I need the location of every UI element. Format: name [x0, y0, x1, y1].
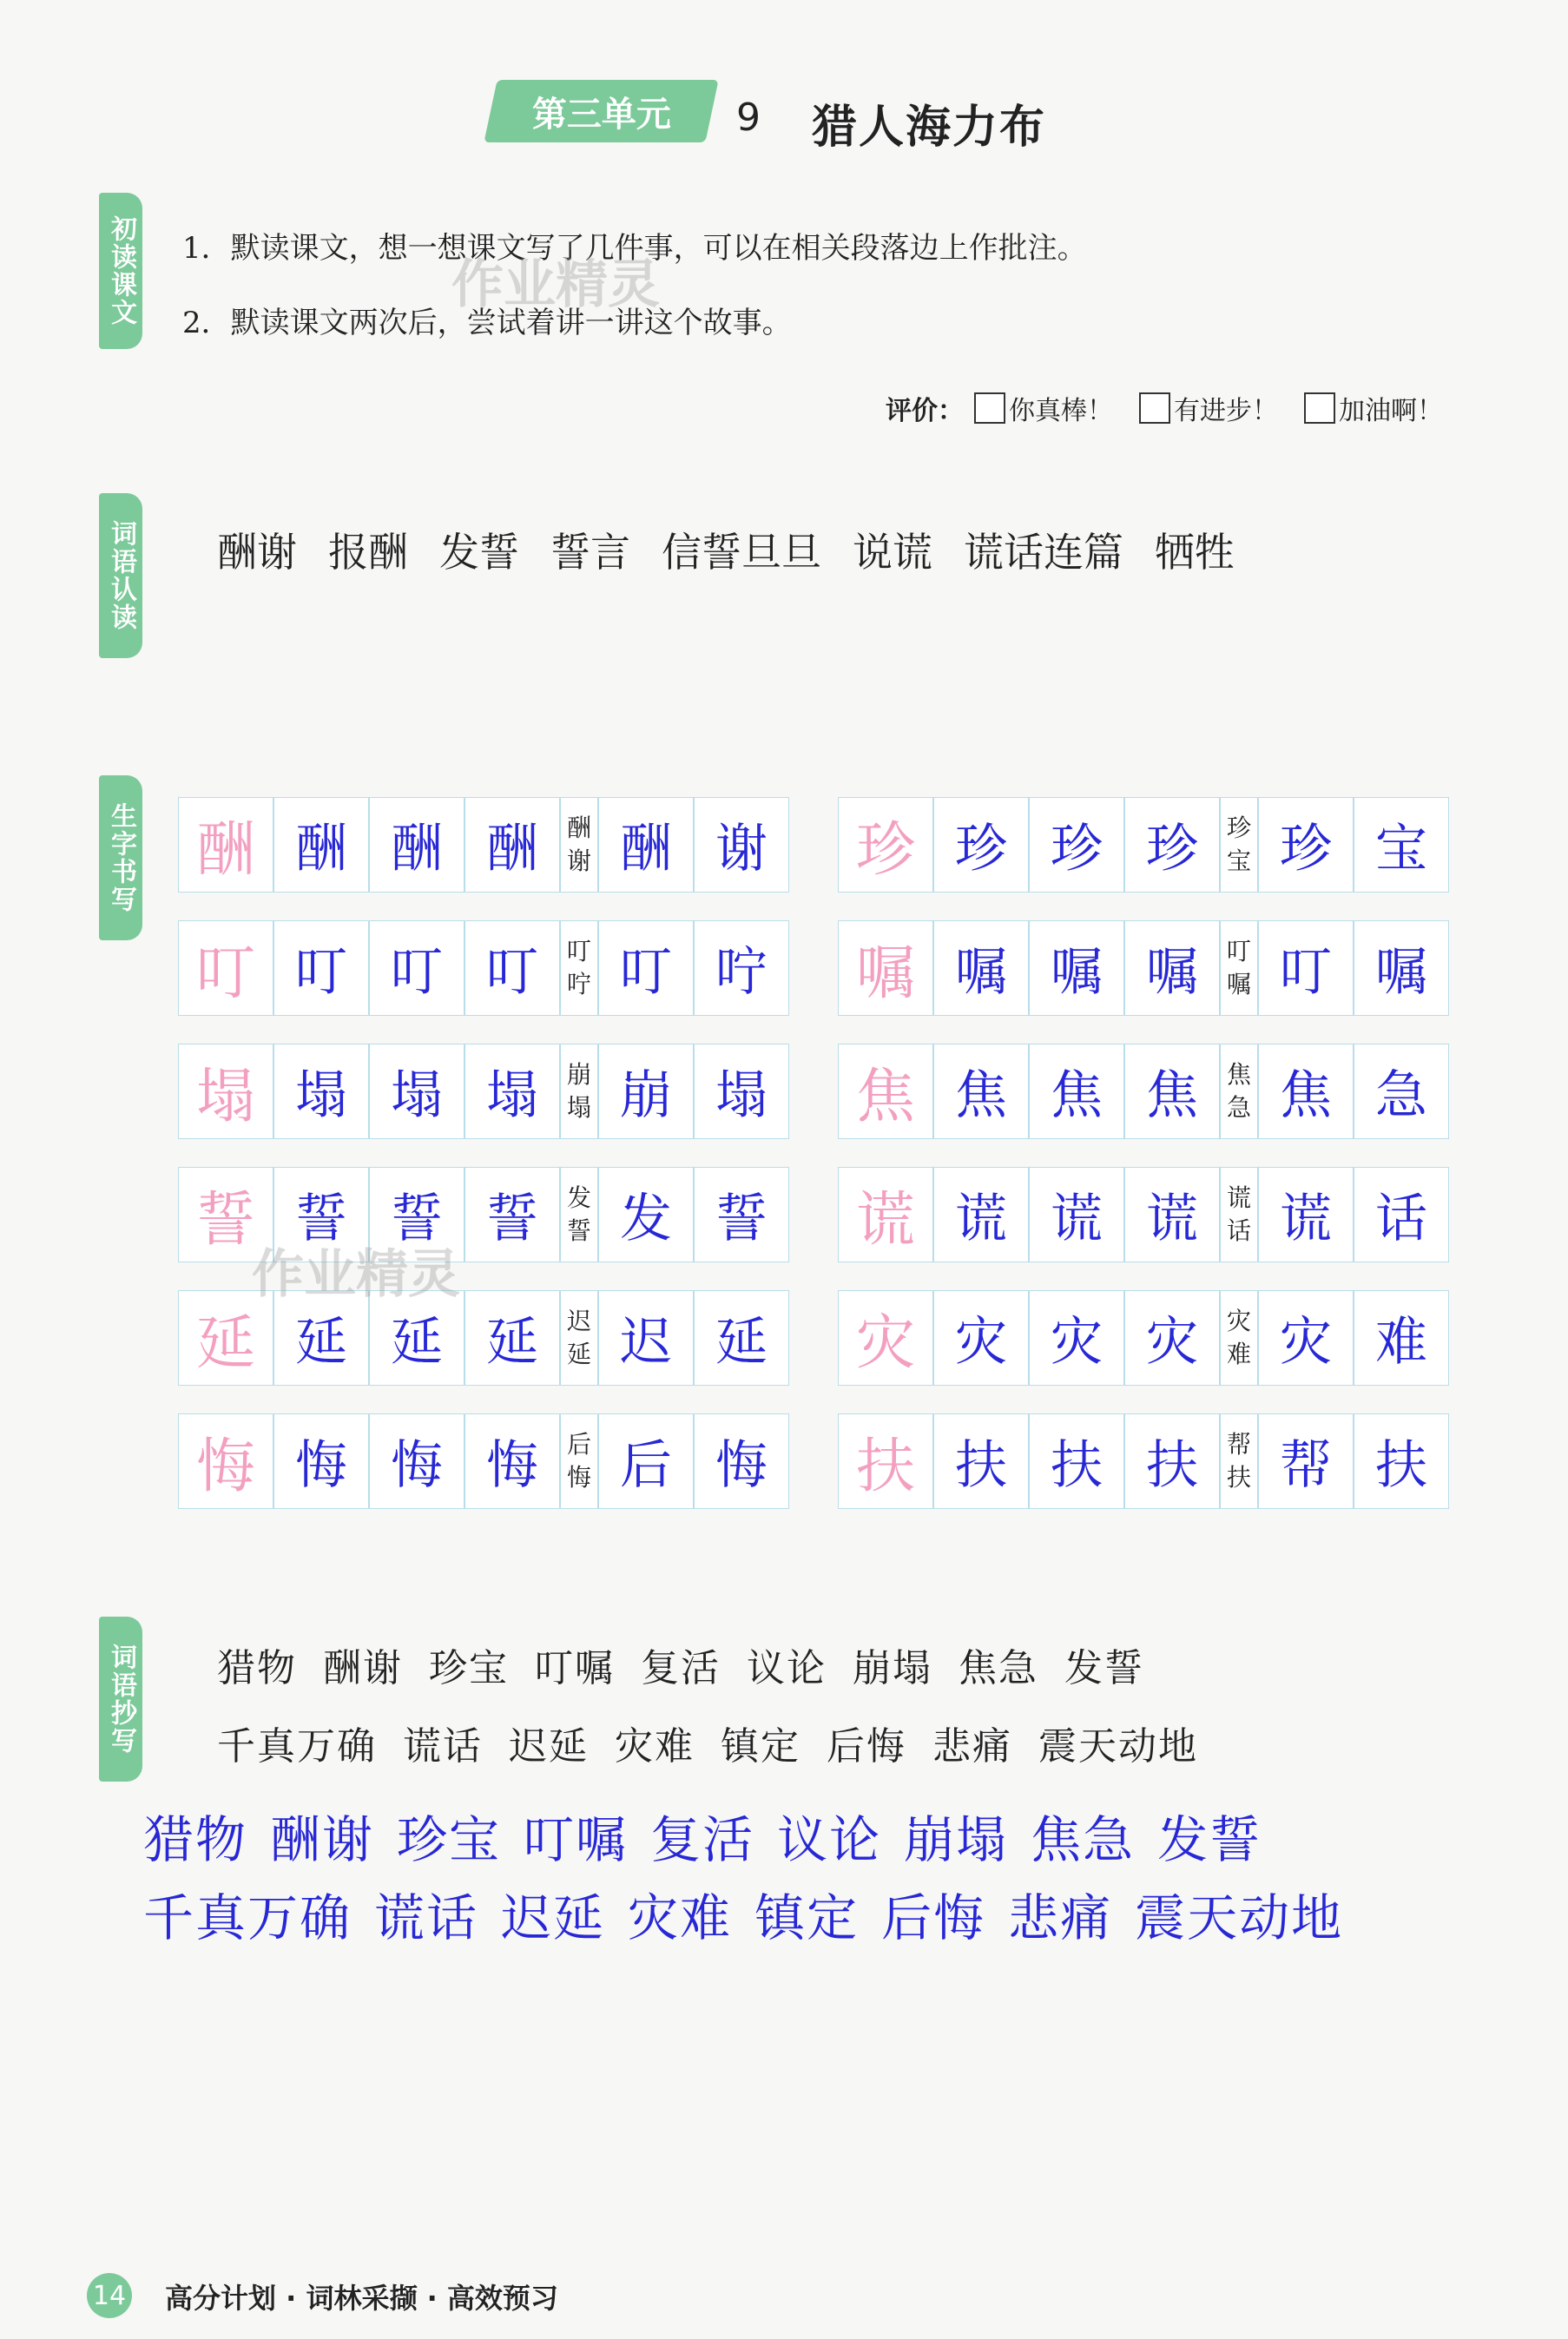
- word-hint: [560, 920, 598, 1016]
- rating: [886, 389, 1469, 427]
- model-char-cell: [838, 1167, 933, 1262]
- model-char-cell: [178, 1044, 273, 1139]
- char-row: [838, 1413, 1449, 1509]
- word-hint: [560, 1044, 598, 1139]
- practice-char: 迟: [620, 1312, 672, 1373]
- practice-char: 珍: [1051, 819, 1103, 880]
- char-row: [178, 797, 789, 893]
- practice-cell: [694, 797, 789, 893]
- practice-cell: [598, 1044, 694, 1139]
- word-hint-char: 发: [566, 1183, 591, 1212]
- handwritten-word: 后悔: [881, 1888, 986, 1947]
- rating-label: 评价：: [886, 396, 964, 426]
- word-hint-char: 叮: [566, 937, 591, 965]
- copy-ref-word: 珍宝: [429, 1646, 509, 1690]
- handwritten-word: 灾难: [628, 1888, 733, 1947]
- vocab-word: 报酬: [328, 529, 408, 576]
- vocab-word: 誓言: [550, 529, 630, 576]
- practice-char: 崩: [620, 1065, 672, 1126]
- practice-cell: [598, 920, 694, 1016]
- practice-cell: [1124, 797, 1220, 893]
- practice-cell: [1354, 1290, 1449, 1386]
- practice-cell: [1029, 920, 1124, 1016]
- practice-cell: [1354, 797, 1449, 893]
- copy-ref-word: 迟延: [509, 1724, 589, 1769]
- model-char-cell: [178, 1413, 273, 1509]
- practice-cell: [1029, 797, 1124, 893]
- practice-cell: [1258, 797, 1354, 893]
- practice-char: 急: [1375, 1065, 1427, 1126]
- word-hint-char: 塌: [566, 1093, 591, 1122]
- practice-cell: [1029, 1044, 1124, 1139]
- word-hint-char: 帮: [1226, 1430, 1251, 1459]
- practice-cell: [1124, 1290, 1220, 1386]
- practice-char: 叮: [620, 942, 672, 1003]
- practice-char: 嘱: [1146, 942, 1198, 1003]
- section-tab-copy: 词语抄写: [99, 1617, 142, 1782]
- practice-char: 谢: [715, 819, 768, 880]
- copy-ref-word: 猎物: [217, 1646, 297, 1690]
- handwritten-word: 焦急: [1031, 1810, 1136, 1869]
- practice-char: 珍: [1280, 819, 1332, 880]
- char-row: [838, 1167, 1449, 1262]
- watermark: 作业精灵: [451, 254, 660, 315]
- practice-cell: [1029, 1167, 1124, 1262]
- handwritten-line-1: [143, 1799, 1284, 1872]
- copy-ref-word: 镇定: [721, 1724, 800, 1769]
- word-hint-char: 谢: [566, 847, 591, 875]
- handwritten-word: 谎话: [374, 1888, 479, 1947]
- practice-char: 延: [295, 1312, 347, 1373]
- word-hint-char: 灾: [1226, 1307, 1251, 1335]
- handwritten-word: 崩塌: [904, 1810, 1009, 1869]
- practice-cell: [1124, 1413, 1220, 1509]
- copy-ref-word: 灾难: [615, 1724, 695, 1769]
- practice-char: 焦: [955, 1065, 1007, 1126]
- practice-char: 发: [620, 1189, 672, 1249]
- practice-char: 叮: [1280, 942, 1332, 1003]
- checkbox[interactable]: [974, 392, 1005, 424]
- practice-char: 扶: [1051, 1435, 1103, 1496]
- word-hint-char: 扶: [1226, 1463, 1251, 1492]
- copy-ref-word: 发誓: [1064, 1646, 1144, 1690]
- unit-badge: [484, 80, 718, 142]
- practice-char: 谎: [1146, 1189, 1198, 1249]
- practice-cell: [464, 1290, 560, 1386]
- model-char: 焦: [855, 1062, 915, 1131]
- checkbox[interactable]: [1304, 392, 1335, 424]
- word-hint-char: 谎: [1226, 1183, 1251, 1212]
- copy-ref-word: 焦急: [959, 1646, 1038, 1690]
- practice-cell: [464, 920, 560, 1016]
- word-hint-char: 后: [566, 1430, 591, 1459]
- practice-cell: [273, 797, 369, 893]
- section-tab-write: 生字书写: [99, 775, 142, 940]
- practice-char: 塌: [486, 1065, 538, 1126]
- checkbox[interactable]: [1139, 392, 1170, 424]
- model-char-cell: [178, 920, 273, 1016]
- practice-char: 谎: [1051, 1189, 1103, 1249]
- practice-cell: [369, 920, 464, 1016]
- practice-char: 扶: [1146, 1435, 1198, 1496]
- word-hint-char: 嘱: [1226, 970, 1251, 998]
- handwritten-word: 千真万确: [143, 1888, 352, 1947]
- practice-char: 悔: [715, 1435, 768, 1496]
- practice-char: 嘱: [1051, 942, 1103, 1003]
- handwritten-word: 猎物: [143, 1810, 248, 1869]
- word-hint-char: 咛: [566, 970, 591, 998]
- handwritten-word: 震天动地: [1135, 1888, 1344, 1947]
- char-row: [178, 1413, 789, 1509]
- lesson-title: 猎人海力布: [812, 102, 1047, 154]
- practice-char: 酬: [620, 819, 672, 880]
- practice-cell: [933, 1290, 1029, 1386]
- char-grid-left: [178, 797, 789, 1509]
- practice-char: 扶: [1375, 1435, 1427, 1496]
- model-char-cell: [838, 797, 933, 893]
- practice-char: 延: [715, 1312, 768, 1373]
- char-row: [178, 1044, 789, 1139]
- word-hint: [1220, 797, 1258, 893]
- practice-char: 灾: [1051, 1312, 1103, 1373]
- practice-char: 誓: [391, 1189, 443, 1249]
- practice-cell: [369, 1413, 464, 1509]
- copy-ref-word: 悲痛: [932, 1724, 1012, 1769]
- practice-cell: [694, 1167, 789, 1262]
- copy-ref-word: 震天动地: [1038, 1724, 1198, 1769]
- practice-cell: [1354, 920, 1449, 1016]
- practice-char: 延: [486, 1312, 538, 1373]
- model-char-cell: [178, 797, 273, 893]
- word-hint: [1220, 1044, 1258, 1139]
- practice-char: 酬: [486, 819, 538, 880]
- word-hint: [1220, 1167, 1258, 1262]
- practice-char: 誓: [715, 1189, 768, 1249]
- practice-char: 谎: [1280, 1189, 1332, 1249]
- practice-char: 珍: [1146, 819, 1198, 880]
- model-char: 珍: [855, 815, 915, 885]
- practice-cell: [1354, 1044, 1449, 1139]
- rating-option-cheer[interactable]: 加油啊！: [1304, 389, 1443, 427]
- word-hint-char: 崩: [566, 1060, 591, 1089]
- practice-char: 扶: [955, 1435, 1007, 1496]
- practice-cell: [694, 1290, 789, 1386]
- char-row: [838, 797, 1449, 893]
- practice-char: 嘱: [955, 942, 1007, 1003]
- practice-char: 灾: [1280, 1312, 1332, 1373]
- word-hint: [1220, 1290, 1258, 1386]
- copy-ref-line-2: [217, 1715, 1224, 1770]
- practice-cell: [598, 1413, 694, 1509]
- word-hint: [560, 1413, 598, 1509]
- word-hint-char: 迟: [566, 1307, 591, 1335]
- practice-char: 谎: [955, 1189, 1007, 1249]
- practice-cell: [273, 920, 369, 1016]
- unit-label: 第三单元: [531, 94, 671, 135]
- practice-char: 誓: [295, 1189, 347, 1249]
- practice-char: 悔: [295, 1435, 347, 1496]
- model-char: 嘱: [855, 939, 915, 1008]
- handwritten-word: 议论: [777, 1810, 882, 1869]
- practice-char: 灾: [1146, 1312, 1198, 1373]
- word-hint-char: 延: [566, 1340, 591, 1368]
- char-grid-right: [838, 797, 1449, 1509]
- rating-option-progress[interactable]: 有进步！: [1139, 389, 1278, 427]
- task-1: 1．默读课文，想一想课文写了几件事，可以在相关段落边上作批注。: [182, 231, 1087, 266]
- word-hint-char: 叮: [1226, 937, 1251, 965]
- practice-cell: [273, 1044, 369, 1139]
- practice-char: 嘱: [1375, 942, 1427, 1003]
- practice-char: 悔: [486, 1435, 538, 1496]
- vocab-words: [217, 521, 1266, 578]
- practice-cell: [1258, 1167, 1354, 1262]
- practice-cell: [1354, 1167, 1449, 1262]
- word-hint: [560, 797, 598, 893]
- practice-cell: [1258, 1290, 1354, 1386]
- word-hint-char: 宝: [1226, 847, 1251, 875]
- practice-char: 后: [620, 1435, 672, 1496]
- model-char: 灾: [855, 1308, 915, 1378]
- practice-char: 焦: [1051, 1065, 1103, 1126]
- practice-char: 珍: [955, 819, 1007, 880]
- practice-char: 酬: [295, 819, 347, 880]
- practice-char: 灾: [955, 1312, 1007, 1373]
- practice-cell: [1258, 920, 1354, 1016]
- practice-char: 焦: [1146, 1065, 1198, 1126]
- handwritten-line-2: [143, 1877, 1366, 1950]
- practice-cell: [933, 920, 1029, 1016]
- vocab-word: 牺牲: [1155, 529, 1235, 576]
- section-tab-read: 初读课文: [99, 193, 142, 349]
- word-hint: [560, 1167, 598, 1262]
- handwritten-word: 发誓: [1157, 1810, 1262, 1869]
- copy-ref-word: 谎话: [403, 1724, 483, 1769]
- word-hint-char: 誓: [566, 1216, 591, 1245]
- practice-cell: [598, 1290, 694, 1386]
- practice-char: 叮: [391, 942, 443, 1003]
- copy-ref-word: 崩塌: [853, 1646, 932, 1690]
- model-char: 誓: [195, 1185, 255, 1255]
- practice-cell: [598, 797, 694, 893]
- copy-ref-word: 千真万确: [217, 1724, 377, 1769]
- handwritten-word: 珍宝: [397, 1810, 502, 1869]
- practice-char: 延: [391, 1312, 443, 1373]
- model-char-cell: [838, 1290, 933, 1386]
- practice-cell: [1258, 1044, 1354, 1139]
- char-row: [838, 920, 1449, 1016]
- word-hint: [560, 1290, 598, 1386]
- handwritten-word: 悲痛: [1008, 1888, 1113, 1947]
- practice-cell: [1124, 1044, 1220, 1139]
- practice-cell: [464, 1167, 560, 1262]
- page-number: 14: [87, 2273, 132, 2318]
- model-char-cell: [838, 920, 933, 1016]
- practice-char: 酬: [391, 819, 443, 880]
- practice-char: 话: [1375, 1189, 1427, 1249]
- practice-char: 塌: [715, 1065, 768, 1126]
- char-row: [838, 1044, 1449, 1139]
- vocab-word: 谎话连篇: [964, 529, 1123, 576]
- practice-char: 帮: [1280, 1435, 1332, 1496]
- model-char: 扶: [855, 1432, 915, 1501]
- practice-char: 咛: [715, 942, 768, 1003]
- practice-cell: [1354, 1413, 1449, 1509]
- practice-char: 悔: [391, 1435, 443, 1496]
- vocab-word: 说谎: [853, 529, 932, 576]
- word-hint-char: 悔: [566, 1463, 591, 1492]
- model-char: 延: [195, 1308, 255, 1378]
- lesson-number: 9: [736, 96, 761, 140]
- practice-char: 塌: [295, 1065, 347, 1126]
- copy-ref-word: 后悔: [827, 1724, 906, 1769]
- vocab-word: 信誓旦旦: [662, 529, 821, 576]
- model-char: 叮: [195, 939, 255, 1008]
- practice-cell: [1124, 920, 1220, 1016]
- model-char: 酬: [195, 815, 255, 885]
- model-char-cell: [838, 1044, 933, 1139]
- practice-char: 难: [1375, 1312, 1427, 1373]
- word-hint: [1220, 920, 1258, 1016]
- practice-cell: [694, 1413, 789, 1509]
- char-row: [838, 1290, 1449, 1386]
- word-hint-char: 急: [1226, 1093, 1251, 1122]
- word-hint-char: 难: [1226, 1340, 1251, 1368]
- practice-cell: [933, 1167, 1029, 1262]
- practice-char: 塌: [391, 1065, 443, 1126]
- model-char: 塌: [195, 1062, 255, 1131]
- practice-cell: [1124, 1167, 1220, 1262]
- section-tab-vocab: 词语认读: [99, 493, 142, 658]
- practice-cell: [1029, 1290, 1124, 1386]
- model-char: 悔: [195, 1432, 255, 1501]
- practice-cell: [694, 1044, 789, 1139]
- copy-ref-word: 酬谢: [323, 1646, 403, 1690]
- copy-ref-word: 复活: [641, 1646, 721, 1690]
- practice-cell: [1258, 1413, 1354, 1509]
- vocab-word: 发誓: [439, 529, 519, 576]
- copy-ref-line-1: [217, 1637, 1170, 1692]
- practice-char: 誓: [486, 1189, 538, 1249]
- copy-ref-word: 叮嘱: [535, 1646, 615, 1690]
- practice-char: 叮: [295, 942, 347, 1003]
- model-char-cell: [838, 1413, 933, 1509]
- practice-cell: [464, 797, 560, 893]
- char-row: [178, 920, 789, 1016]
- practice-cell: [369, 797, 464, 893]
- practice-cell: [694, 920, 789, 1016]
- practice-cell: [933, 1044, 1029, 1139]
- word-hint-char: 话: [1226, 1216, 1251, 1245]
- model-char: 谎: [855, 1185, 915, 1255]
- rating-option-great[interactable]: 你真棒！: [974, 389, 1113, 427]
- footer-text: 高分计划 · 词林采撷 · 高效预习: [165, 2282, 558, 2315]
- practice-char: 宝: [1375, 819, 1427, 880]
- vocab-word: 酬谢: [217, 529, 297, 576]
- practice-cell: [464, 1413, 560, 1509]
- practice-cell: [369, 1044, 464, 1139]
- handwritten-word: 迟延: [501, 1888, 606, 1947]
- practice-cell: [598, 1167, 694, 1262]
- practice-cell: [933, 1413, 1029, 1509]
- practice-cell: [933, 797, 1029, 893]
- handwritten-word: 叮嘱: [524, 1810, 629, 1869]
- task-2: 2．默读课文两次后，尝试着讲一讲这个故事。: [182, 306, 792, 340]
- word-hint-char: 焦: [1226, 1060, 1251, 1089]
- word-hint-char: 珍: [1226, 814, 1251, 842]
- practice-char: 叮: [486, 942, 538, 1003]
- word-hint-char: 酬: [566, 814, 591, 842]
- handwritten-word: 复活: [650, 1810, 755, 1869]
- practice-char: 焦: [1280, 1065, 1332, 1126]
- handwritten-word: 镇定: [754, 1888, 860, 1947]
- copy-ref-word: 议论: [747, 1646, 827, 1690]
- practice-cell: [273, 1413, 369, 1509]
- practice-cell: [464, 1044, 560, 1139]
- handwritten-word: 酬谢: [270, 1810, 375, 1869]
- practice-cell: [1029, 1413, 1124, 1509]
- word-hint: [1220, 1413, 1258, 1509]
- watermark: 作业精灵: [252, 1244, 460, 1305]
